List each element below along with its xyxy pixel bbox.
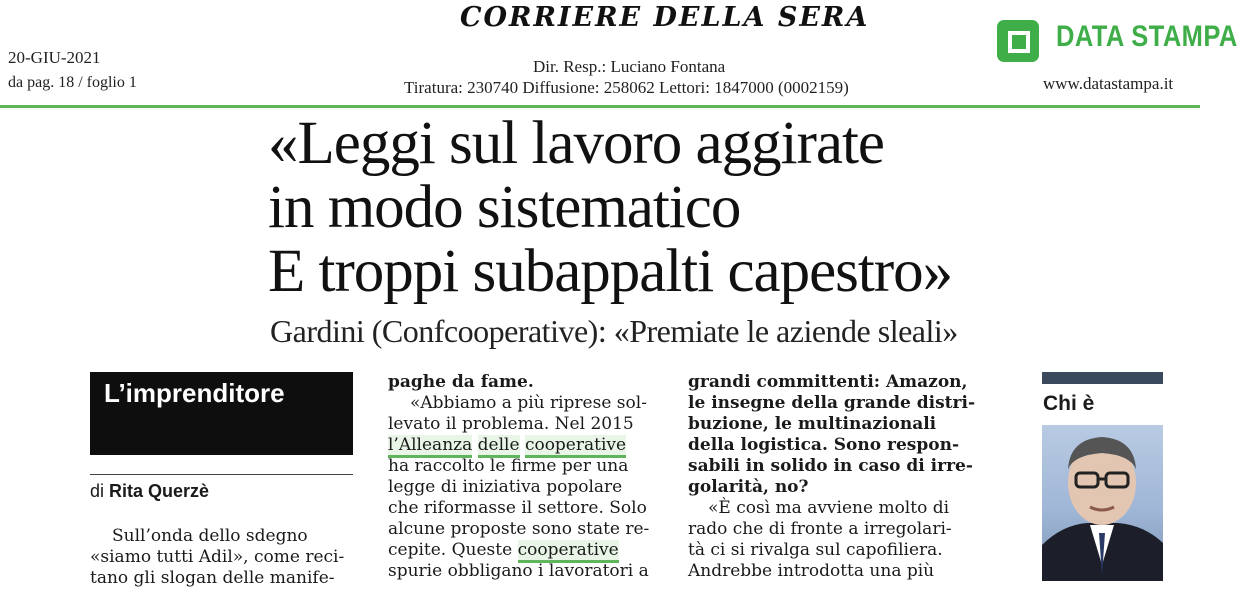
text-line: che riformasse il settore. Solo [388, 498, 647, 518]
highlight-link[interactable]: cooperative [525, 435, 626, 458]
data-stampa-logo-icon [997, 20, 1039, 62]
headline-line: E troppi subappalti capestro» [268, 238, 953, 305]
masthead: CORRIERE DELLA SERA [460, 2, 870, 33]
headline [268, 112, 952, 304]
text-line: legge di iniziativa popolare [388, 477, 623, 497]
question-line: della logistica. Sono respon- [688, 435, 959, 455]
question-line: buzione, le multinazionali [688, 414, 937, 434]
brand-url: www.datastampa.it [1043, 74, 1174, 93]
subheadline: Gardini (Confcooperative): «Premiate le aziende sleali» [270, 313, 958, 349]
text-line: alcune proposte sono state re- [388, 519, 650, 539]
byline [90, 481, 209, 502]
portrait-illustration [1042, 425, 1163, 581]
question-line: le insegne della grande distri- [688, 393, 976, 413]
circulation-info: Tiratura: 230740 Diffusione: 258062 Lettori: 1847000 (0002159) [404, 78, 849, 97]
headline-line: «Leggi sul lavoro aggirate [268, 110, 884, 177]
date: 20-GIU-2021 [8, 48, 101, 67]
sidebar-bar [1042, 372, 1163, 384]
portrait-photo [1042, 425, 1163, 581]
highlight-link[interactable]: delle [478, 435, 520, 458]
article-column-1 [90, 526, 344, 589]
article-column-3 [688, 372, 975, 582]
answer-line: rado che di fronte a irregolari- [688, 519, 952, 539]
text-line [388, 435, 649, 456]
text-line: Sull’onda dello sdegno [112, 526, 308, 546]
headline-line: in modo sistematico [268, 174, 741, 241]
highlight-link[interactable]: l’Alleanza [388, 435, 472, 458]
byline-divider [90, 474, 353, 475]
question-line: golarità, no? [688, 477, 809, 497]
answer-line: «È così ma avviene molto di [708, 498, 950, 518]
page-reference: da pag. 18 / foglio 1 [8, 74, 137, 91]
answer-line: Andrebbe introdotta una più [688, 561, 935, 581]
byline-author: Rita Querzè [109, 481, 210, 501]
text-line: «siamo tutti Adil», come reci- [90, 547, 345, 567]
byline-prefix: di [90, 481, 105, 501]
question-line: sabili in solido in caso di irre- [688, 456, 973, 476]
highlight-link[interactable]: cooperative [518, 540, 619, 563]
header-divider [0, 105, 1200, 108]
text-line: cepite. Queste cooperative [388, 540, 649, 561]
question-line: grandi committenti: Amazon, [688, 372, 968, 392]
text-line: levato il problema. Nel 2015 [388, 414, 634, 434]
text-line: «Abbiamo a più riprese sol- [410, 393, 647, 413]
text-line: ha raccolto le firme per una [388, 456, 629, 476]
text-line: spurie obbligano i lavoratori a [388, 561, 649, 581]
text-line: paghe da fame. [388, 372, 534, 392]
sidebar-title: Chi è [1043, 392, 1095, 415]
answer-line: tà ci si rivalga sul capofiliera. [688, 540, 943, 560]
article-column-2 [388, 372, 649, 582]
brand-name: DATA STAMPA [1056, 20, 1238, 53]
text-line: tano gli slogan delle manife- [90, 568, 335, 588]
director: Dir. Resp.: Luciano Fontana [533, 57, 726, 76]
section-title: L’imprenditore [104, 378, 285, 408]
